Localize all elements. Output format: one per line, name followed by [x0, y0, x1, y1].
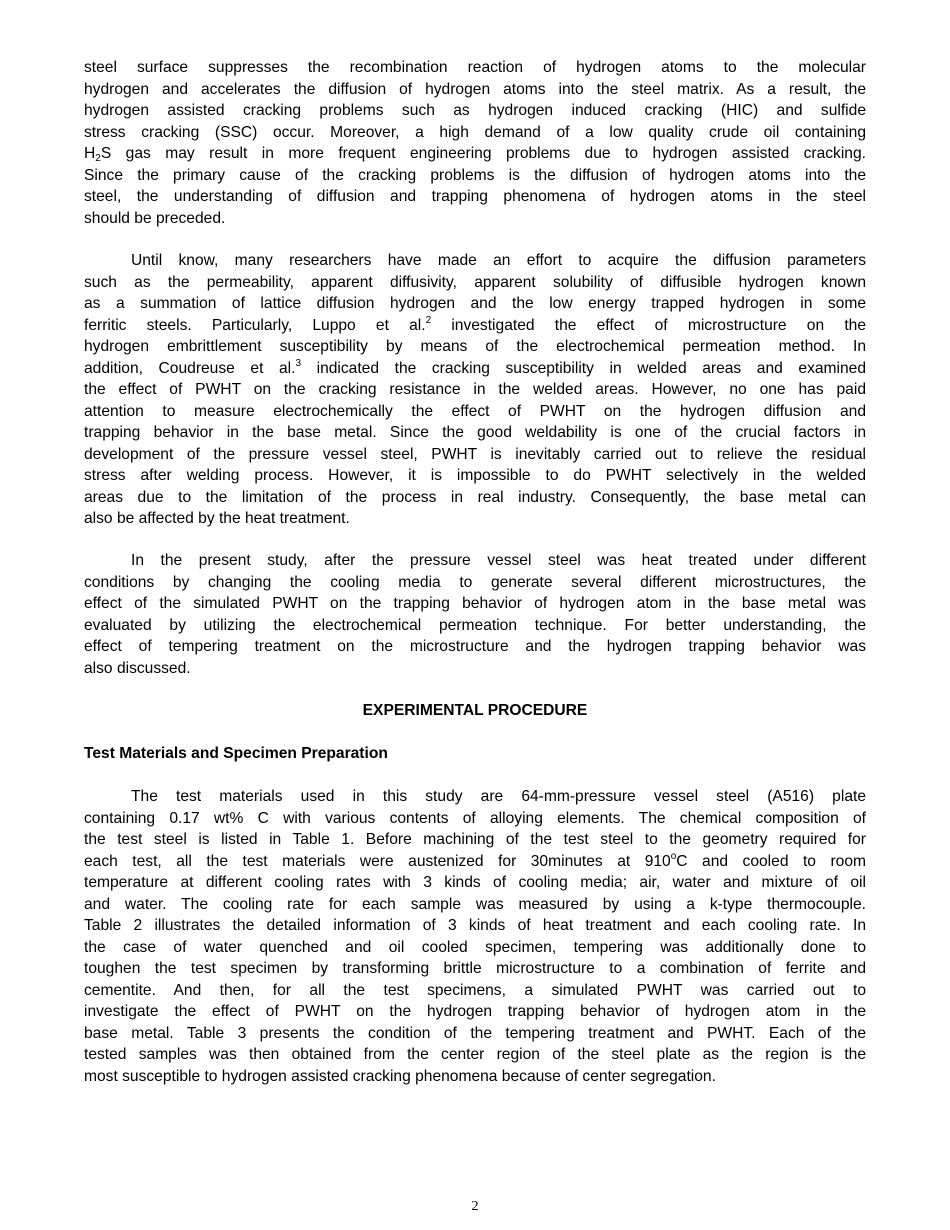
text-segment: base metal. Table 3 presents the condition of the tempering treatment and PWHT. Each of the — [84, 1024, 866, 1042]
text-segment: indicated the cracking susceptibility in welded areas and examined — [301, 359, 867, 377]
paragraph-intro-continued — [84, 57, 866, 229]
text-line — [84, 401, 866, 423]
text-segment: stress after welding process. However, it is impossible to do PWHT selectively in the welded — [84, 467, 866, 484]
text-line — [84, 79, 866, 101]
text-segment: as a summation of lattice diffusion hydrogen and the low energy trapped hydrogen in some — [84, 295, 866, 312]
text-segment: Since the primary cause of the cracking problems is the diffusion of hydrogen atoms into the — [84, 166, 866, 184]
text-line — [84, 487, 866, 509]
text-segment: conditions by changing the cooling media to generate several different microstructures, the — [84, 573, 866, 591]
text-segment: containing 0.17 wt% C with various contents of alloying elements. The chemical composition of — [84, 809, 866, 827]
text-line — [84, 57, 866, 79]
text-line — [84, 1044, 866, 1066]
text-segment: In the present study, after the pressure vessel steel was heat treated under different — [131, 552, 866, 569]
text-line — [84, 358, 866, 380]
superscript: o — [670, 850, 677, 862]
text-segment: areas due to the limitation of the process in real industry. Consequently, the base metal can — [84, 488, 866, 506]
text-line — [84, 958, 866, 980]
text-line — [84, 636, 866, 658]
text-segment: development of the pressure vessel steel, PWHT is inevitably carried out to relieve the residual — [84, 445, 866, 463]
text-segment: temperature at different cooling rates with 3 kinds of cooling media; air, water and mixture of oil — [84, 874, 866, 891]
subscript: 2 — [95, 153, 101, 164]
text-line — [84, 808, 866, 830]
text-line — [84, 851, 866, 873]
paragraph-test-materials — [84, 786, 866, 1087]
subsection-heading: Test Materials and Specimen Preparation — [84, 745, 388, 762]
text-segment: most susceptible to hydrogen assisted cracking phenomena because of center segregation. — [84, 1067, 716, 1085]
text-line — [84, 250, 866, 272]
text-segment: effect of the simulated PWHT on the trapping behavior of hydrogen atom in the base metal was — [84, 595, 866, 612]
text-segment: each test, all the test materials were austenized for 30minutes at 910 — [84, 852, 671, 870]
text-line — [84, 122, 866, 144]
text-segment: effect of tempering treatment on the microstructure and the hydrogen trapping behavior was — [84, 638, 866, 655]
text-line — [84, 465, 866, 487]
text-line — [84, 550, 866, 572]
text-line — [84, 829, 866, 851]
text-line — [84, 293, 866, 315]
text-line — [84, 572, 866, 594]
text-segment: hydrogen embrittlement susceptibility by means of the electrochemical permeation method. In — [84, 338, 866, 355]
text-line — [84, 186, 866, 208]
text-segment: attention to measure electrochemically the effect of PWHT on the hydrogen diffusion and — [84, 402, 866, 420]
text-line — [84, 336, 866, 358]
text-line — [84, 444, 866, 466]
text-line — [84, 915, 866, 937]
text-segment: tested samples was then obtained from the center region of the steel plate as the region is the — [84, 1046, 866, 1063]
text-line — [84, 786, 866, 808]
text-segment: Table 2 illustrates the detailed information of 3 kinds of heat treatment and each cooling rate. In — [84, 917, 866, 934]
text-line — [84, 894, 866, 916]
text-line — [84, 422, 866, 444]
text-segment: steel, the understanding of diffusion and trapping phenomena of hydrogen atoms in the steel — [84, 188, 866, 205]
section-heading: EXPERIMENTAL PROCEDURE — [362, 702, 588, 719]
superscript: 3 — [295, 357, 302, 369]
paragraph-present-study — [84, 550, 866, 679]
text-segment: also discussed. — [84, 659, 191, 677]
text-segment: H — [84, 145, 96, 162]
text-segment: cementite. And then, for all the test specimens, a simulated PWHT was carried out to — [84, 981, 866, 999]
text-segment: also be affected by the heat treatment. — [84, 510, 350, 527]
text-segment: toughen the test specimen by transforming brittle microstructure to a combination of ferrite and — [84, 960, 866, 977]
text-segment: should be preceded. — [84, 209, 226, 227]
page-number: 2 — [471, 1199, 479, 1214]
text-line — [84, 315, 866, 337]
text-line — [84, 615, 866, 637]
text-line — [84, 208, 866, 230]
text-segment: investigate the effect of PWHT on the hydrogen trapping behavior of hydrogen atom in the — [84, 1003, 866, 1020]
text-line — [84, 165, 866, 187]
text-segment: S gas may result in more frequent engineering problems due to hydrogen assisted cracking. — [100, 145, 866, 162]
text-segment: hydrogen and accelerates the diffusion of hydrogen atoms into the steel matrix. As a result, the — [84, 80, 866, 98]
text-segment: such as the permeability, apparent diffusivity, apparent solubility of diffusible hydrogen known — [84, 273, 866, 291]
text-segment: investigated the effect of microstructure on the — [431, 316, 866, 334]
text-segment: the test steel is listed in Table 1. Before machining of the test steel to the geometry required for — [84, 831, 866, 848]
text-segment: trapping behavior in the base metal. Since the good weldability is one of the crucial factors in — [84, 424, 866, 441]
text-line — [84, 1066, 866, 1088]
text-line — [84, 379, 866, 401]
text-segment: hydrogen assisted cracking problems such as hydrogen induced cracking (HIC) and sulfide — [84, 102, 866, 119]
text-line — [84, 1001, 866, 1023]
text-segment: Until know, many researchers have made an effort to acquire the diffusion parameters — [131, 252, 866, 269]
text-line — [84, 937, 866, 959]
text-segment: stress cracking (SSC) occur. Moreover, a high demand of a low quality crude oil containing — [84, 123, 866, 141]
text-segment: the case of water quenched and oil cooled specimen, tempering was additionally done to — [84, 938, 866, 956]
text-line — [84, 100, 866, 122]
text-line — [84, 143, 866, 165]
paragraph-previous-research — [84, 250, 866, 530]
text-line — [84, 508, 866, 530]
text-line — [84, 593, 866, 615]
text-line — [84, 980, 866, 1002]
superscript: 2 — [425, 314, 432, 326]
text-segment: addition, Coudreuse et al. — [84, 359, 296, 377]
text-segment: and water. The cooling rate for each sample was measured by using a k-type thermocouple. — [84, 895, 866, 913]
text-segment: evaluated by utilizing the electrochemical permeation technique. For better understanding, the — [84, 616, 866, 634]
text-line — [84, 1023, 866, 1045]
text-line — [84, 872, 866, 894]
text-segment: The test materials used in this study are 64-mm-pressure vessel steel (A516) plate — [131, 788, 866, 805]
text-line — [84, 272, 866, 294]
text-segment: C and cooled to room — [676, 852, 866, 870]
text-segment: the effect of PWHT on the cracking resistance in the welded areas. However, no one has paid — [84, 381, 866, 398]
text-segment: ferritic steels. Particularly, Luppo et al. — [84, 316, 426, 334]
text-segment: steel surface suppresses the recombination reaction of hydrogen atoms to the molecular — [84, 59, 866, 76]
text-line — [84, 658, 866, 680]
